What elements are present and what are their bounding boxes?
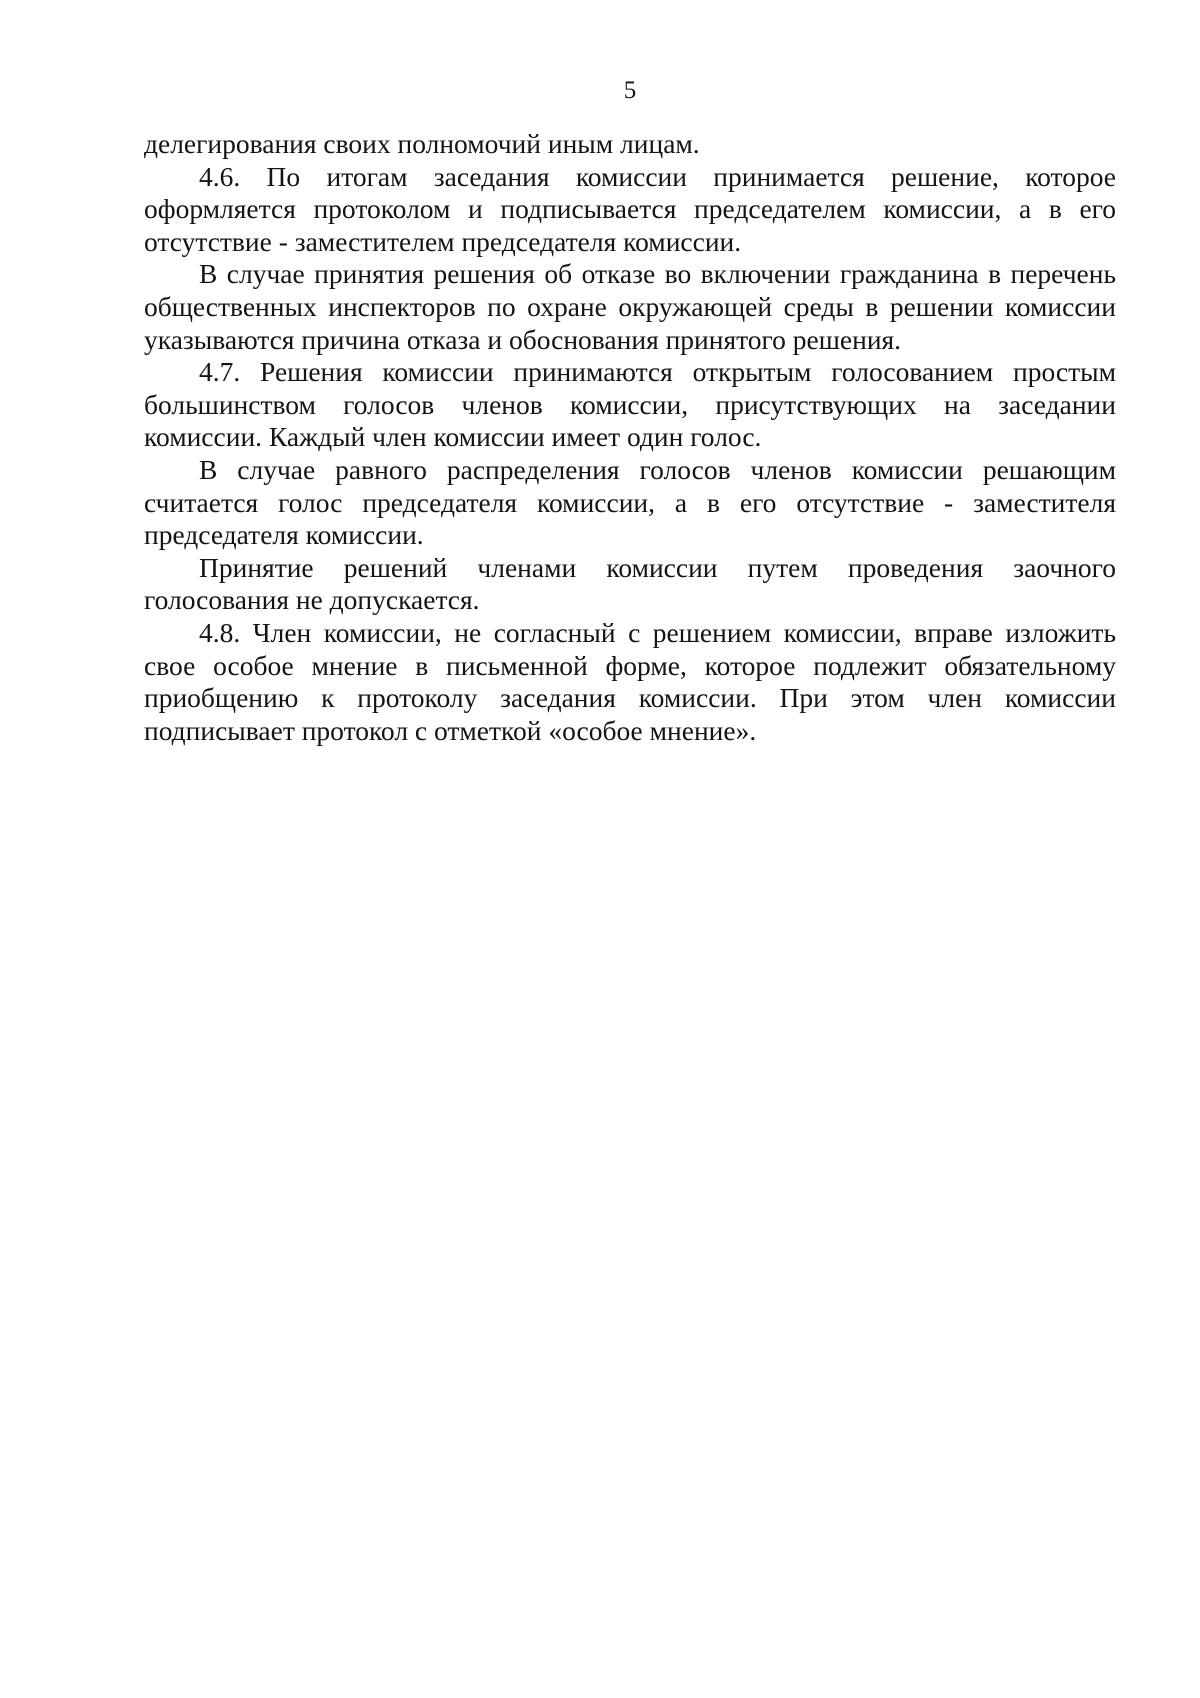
- paragraph-continuation: делегирования своих полномочий иным лицам.: [144, 128, 700, 159]
- page-number: 5: [623, 77, 637, 104]
- document-body: [144, 128, 1116, 747]
- paragraph-4-6: 4.6. По итогам заседания комиссии принимается решение, которое оформляется протоколом и подписывается председателем комиссии, а в его отсутствие - заместителем председателя комиссии.: [144, 160, 1116, 257]
- paragraph-4-8: 4.8. Член комиссии, не согласный с решением комиссии, вправе изложить свое особое мнение в письменной форме, которое подлежит обязательному приобщению к протоколу заседания комиссии. При этом член комиссии подписывает протокол с отметкой «особое мнение».: [144, 616, 1116, 746]
- paragraph-refusal-case: В случае принятия решения об отказе во включении гражданина в перечень общественных инспекторов по охране окружающей среды в решении комиссии указываются причина отказа и обоснования принятого решения.: [144, 258, 1116, 355]
- paragraph-equal-votes: В случае равного распределения голосов членов комиссии решающим считается голос председателя комиссии, а в его отсутствие - заместителя председателя комиссии.: [144, 453, 1116, 551]
- paragraph-no-absentee-voting: Принятие решений членами комиссии путем проведения заочного голосования не допускается.: [144, 551, 1116, 616]
- paragraph-4-7: 4.7. Решения комиссии принимаются открытым голосованием простым большинством голосов членов комиссии, присутствующих на заседании комиссии. Каждый член комиссии имеет один голос.: [144, 356, 1116, 453]
